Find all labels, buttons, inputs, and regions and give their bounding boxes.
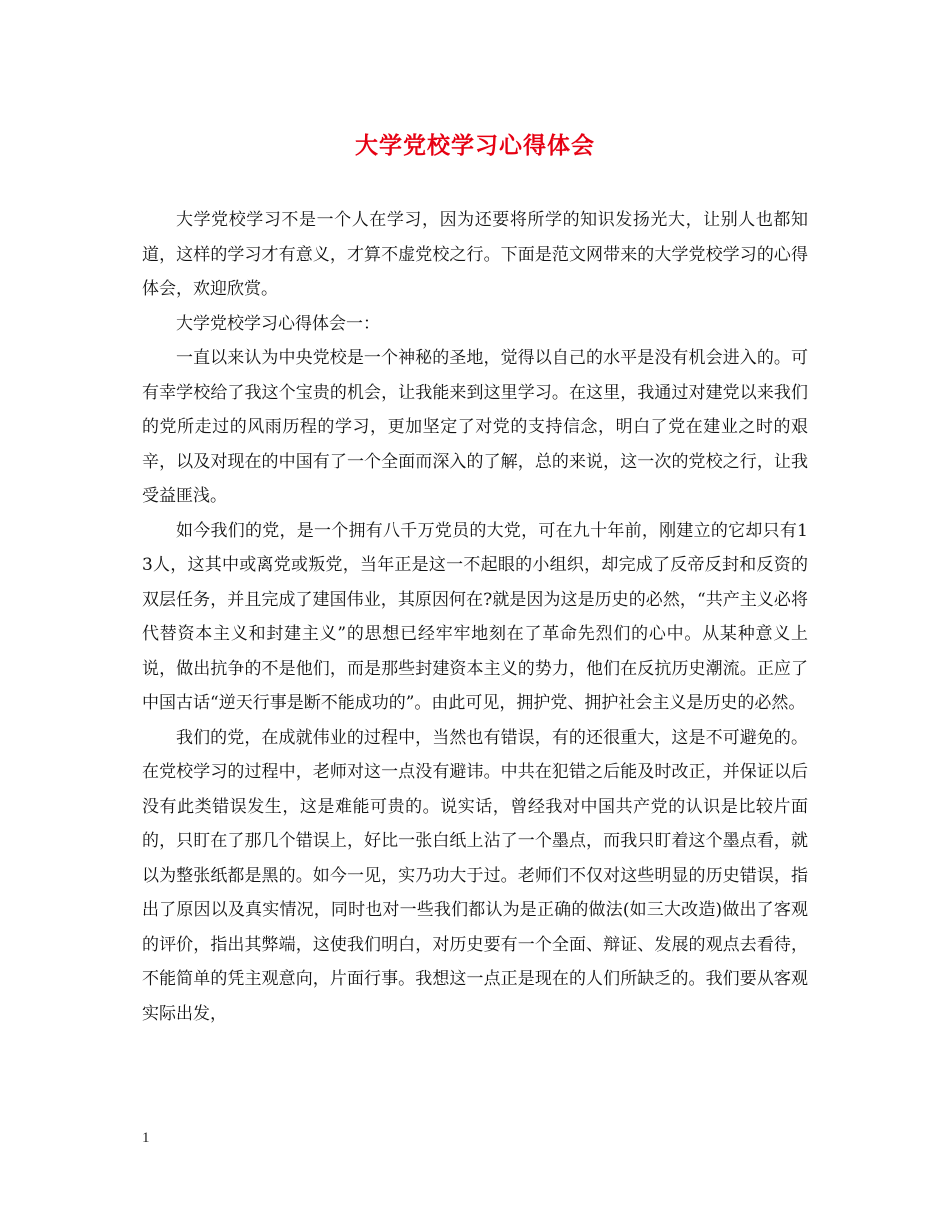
paragraph-body: 我们的党，在成就伟业的过程中，当然也有错误，有的还很重大，这是不可避免的。在党校学习的过程中，老师对这一点没有避讳。中共在犯错之后能及时改正，并保证以后没有此类错误发生，这是难能可贵的。说实话，曾经我对中国共产党的认识是比较片面的，只盯在了那几个错误上，好比一张白纸上沾了一个墨点，而我只盯着这个墨点看，就以为整张纸都是黑的。如今一见，实乃功大于过。老师们不仅对这些明显的历史错误，指出了原因以及真实情况，同时也对一些我们都认为是正确的做法(如三大改造)做出了客观的评价，指出其弊端，这使我们明白，对历史要有一个全面、辩证、发展的观点去看待，不能简单的凭主观意向，片面行事。我想这一点正是现在的人们所缺乏的。我们要从客观实际出发，	[142, 727, 808, 1024]
paragraph-intro: 大学党校学习不是一个人在学习，因为还要将所学的知识发扬光大，让别人也都知道，这样的学习才有意义，才算不虚党校之行。下面是范文网带来的大学党校学习的心得体会，欢迎欣赏。	[142, 210, 808, 299]
document-body	[142, 203, 808, 1031]
paragraph-body: 一直以来认为中央党校是一个神秘的圣地，觉得以自己的水平是没有机会进入的。可有幸学校给了我这个宝贵的机会，让我能来到这里学习。在这里，我通过对建党以来我们的党所走过的风雨历程的学习，更加坚定了对党的支持信念，明白了党在建业之时的艰辛，以及对现在的中国有了一个全面而深入的了解，总的来说，这一次的党校之行，让我受益匪浅。	[142, 348, 808, 506]
page-number: 1	[142, 1130, 150, 1146]
paragraph-body: 如今我们的党，是一个拥有八千万党员的大党，可在九十年前，刚建立的它却只有13人，这其中或离党或叛党，当年正是这一不起眼的小组织，却完成了反帝反封和反资的双层任务，并且完成了建国伟业，其原因何在?就是因为这是历史的必然，“共产主义必将代替资本主义和封建主义”的思想已经牢牢地刻在了革命先烈们的心中。从某种意义上说，做出抗争的不是他们，而是那些封建资本主义的势力，他们在反抗历史潮流。正应了中国古话“逆天行事是断不能成功的”。由此可见，拥护党、拥护社会主义是历史的必然。	[142, 520, 808, 713]
paragraph-section-heading: 大学党校学习心得体会一：	[176, 313, 380, 334]
document-title: 大学党校学习心得体会	[355, 132, 595, 159]
